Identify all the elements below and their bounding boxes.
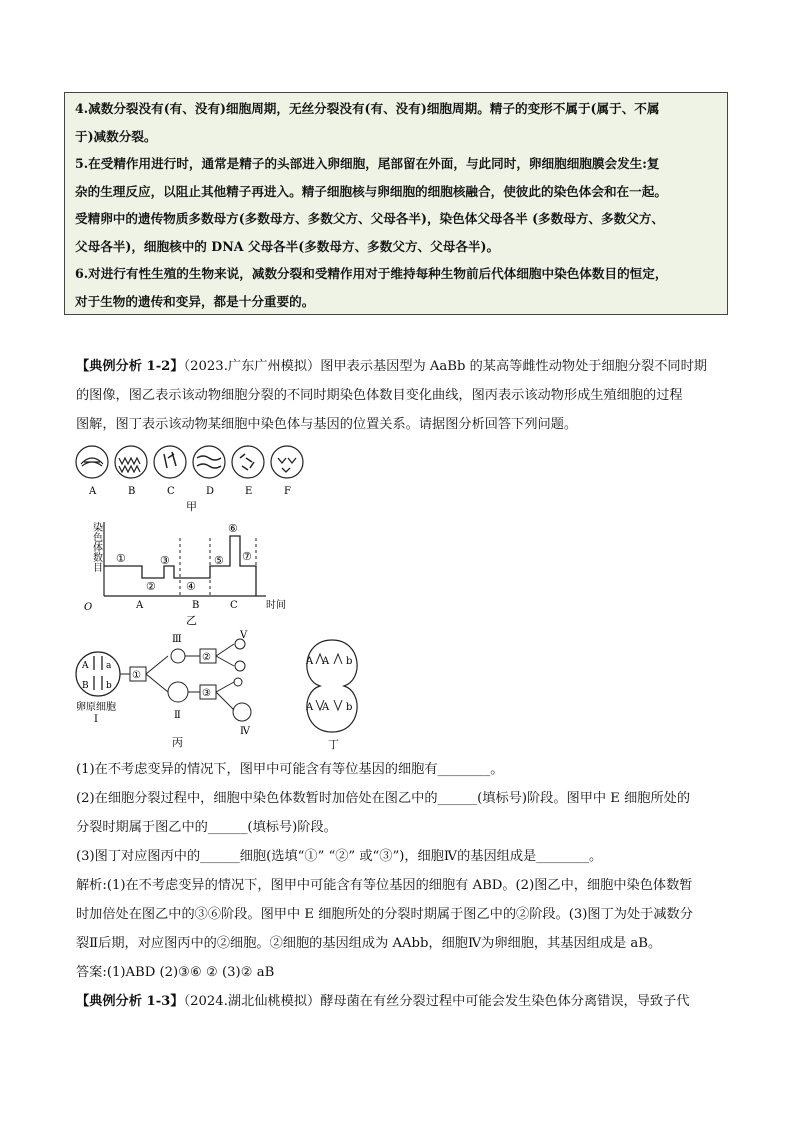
figure-caption: 丙: [172, 736, 183, 749]
cell-name: 卵原细胞: [76, 702, 116, 713]
cell-roman: I: [94, 714, 98, 725]
summary-line: 4.减数分裂没有(有、没有)细胞周期，无丝分裂没有(有、没有)细胞周期。精子的变形不属于(属于、不属: [75, 101, 660, 116]
question-line: (3)图丁对应图丙中的______细胞(选填“①” “②” 或“③”)，细胞Ⅳ的基因组成是________。: [76, 849, 603, 864]
origin-label: O: [84, 602, 93, 613]
cell-iii: [171, 649, 185, 663]
cell-ii: [168, 682, 188, 702]
step-label: ⑤: [214, 554, 224, 567]
figure-yi: [80, 518, 300, 628]
gene-label: B: [82, 681, 89, 691]
summary-box: [64, 92, 728, 315]
cell-label: A: [89, 486, 97, 497]
summary-line: 于)减数分裂。: [75, 128, 157, 144]
summary-line: 受精卵中的遗传物质多数母方(多数母方、多数父方、父母各半)，染色体父母各半 (多数母方、多数父方、: [75, 211, 664, 226]
cell-f-diagram: [271, 446, 303, 478]
summary-line: 父母各半)，细胞核中的 DNA 父母各半(多数母方、多数父方、父母各半)。: [75, 238, 500, 254]
step-label: ②: [146, 580, 156, 593]
summary-line: 6.对进行有性生殖的生物来说，减数分裂和受精作用对于维持每种生物前后代体细胞中染色体数目的恒定，: [75, 266, 668, 281]
example-13-text: （2024.湖北仙桃模拟）酵母菌在有丝分裂过程中可能会发生染色体分离错误，导致子代: [183, 994, 690, 1009]
x-axis-label: 时间: [266, 600, 286, 611]
gene-label: A: [306, 656, 314, 667]
figure-caption: 甲: [186, 500, 197, 513]
step-label: ③: [160, 554, 170, 567]
question-line: (1)在不考虑变异的情况下，图甲中可能含有等位基因的细胞有________。: [76, 762, 504, 777]
answer-line: 答案:(1)ABD (2)③⑥ ② (3)② aB: [76, 965, 275, 980]
y-axis-label: 染色体数目: [90, 522, 102, 572]
question-line: (2)在细胞分裂过程中，细胞中染色体数暂时加倍处在图乙中的______(填标号)阶段。图甲中 E 细胞所处的: [76, 791, 691, 806]
step-label: ⑥: [228, 522, 238, 535]
roman-label: Ⅱ: [174, 710, 181, 721]
cell-a-diagram: [76, 446, 108, 478]
figure-bing: [72, 630, 282, 750]
cell-label: C: [167, 486, 175, 497]
phase-label: C: [230, 600, 238, 611]
gene-label: A: [82, 661, 89, 671]
gene-label: b: [346, 702, 353, 713]
gene-label: A: [322, 702, 330, 713]
question-line: 分裂时期属于图乙中的______(填标号)阶段。: [76, 820, 337, 835]
example-12-line: 图解，图丁表示该动物某细胞中染色体与基因的位置关系。请据图分析回答下列问题。: [76, 417, 578, 432]
cell-label: D: [206, 486, 215, 497]
example-12-intro: [76, 352, 724, 439]
dividing-cell: [307, 640, 357, 732]
summary-line: 对于生物的遗传和变异，都是十分重要的。: [75, 293, 315, 309]
phase-label: B: [192, 600, 200, 611]
example-12-tag: 【典例分析 1-2】: [76, 359, 184, 374]
cell-d-diagram: [193, 446, 225, 478]
gene-label: b: [346, 656, 353, 667]
roman-label: Ⅲ: [172, 634, 182, 645]
cell-label: F: [284, 486, 291, 497]
gene-label: b: [106, 681, 112, 691]
roman-label: Ⅴ: [240, 630, 248, 641]
example-12-line: 的图像，图乙表示该动物细胞分裂的不同时期染色体数目变化曲线，图丙表示该动物形成生殖细胞的过程: [76, 388, 683, 403]
step-label: ⑦: [242, 550, 252, 563]
analysis-line: 时加倍处在图乙中的③⑥阶段。图甲中 E 细胞所处的分裂时期属于图乙中的②阶段。(3)图丁为处于减数分: [76, 907, 693, 922]
step-label: ①: [116, 552, 126, 565]
roman-label: Ⅳ: [240, 726, 250, 737]
figure-ding: [292, 634, 372, 750]
example-13-tag: 【典例分析 1-3】: [76, 994, 184, 1009]
step-label: ④: [186, 580, 196, 593]
gene-label: a: [106, 661, 112, 671]
cell-label: B: [128, 486, 136, 497]
figure-jia: [72, 444, 312, 514]
figure-caption: 丁: [328, 738, 339, 750]
step-box-label: ③: [202, 688, 211, 699]
cell-c-diagram: [154, 446, 186, 478]
phase-label: A: [136, 600, 144, 611]
step-box-label: ②: [202, 652, 211, 663]
gene-label: A: [322, 656, 330, 667]
summary-line: 杂的生理反应，以阻止其他精子再进入。精子细胞核与卵细胞的细胞核融合，使彼此的染色体会和在一起。: [75, 183, 667, 199]
questions-block: [76, 755, 724, 1016]
summary-line: 5.在受精作用进行时，通常是精子的头部进入卵细胞，尾部留在外面，与此同时，卵细胞细胞膜会发生:复: [75, 156, 660, 171]
analysis-line: 解析:(1)在不考虑变异的情况下，图甲中可能含有等位基因的细胞有 ABD。(2)图乙中，细胞中染色体数暂: [76, 878, 693, 893]
analysis-line: 裂Ⅱ后期，对应图丙中的②细胞。②细胞的基因组成为 AAbb，细胞Ⅳ为卵细胞，其基因组成是 aB。: [76, 936, 662, 951]
step-box-label: ①: [132, 670, 141, 681]
gene-label: A: [306, 702, 314, 713]
cell-e-diagram: [232, 446, 264, 478]
cell-label: E: [245, 486, 253, 497]
cell-b-diagram: [115, 446, 147, 478]
figure-caption: 乙: [186, 614, 197, 627]
example-12-line: （2023.广东广州模拟）图甲表示基因型为 AaBb 的某高等雌性动物处于细胞分裂不同时期: [183, 359, 707, 374]
